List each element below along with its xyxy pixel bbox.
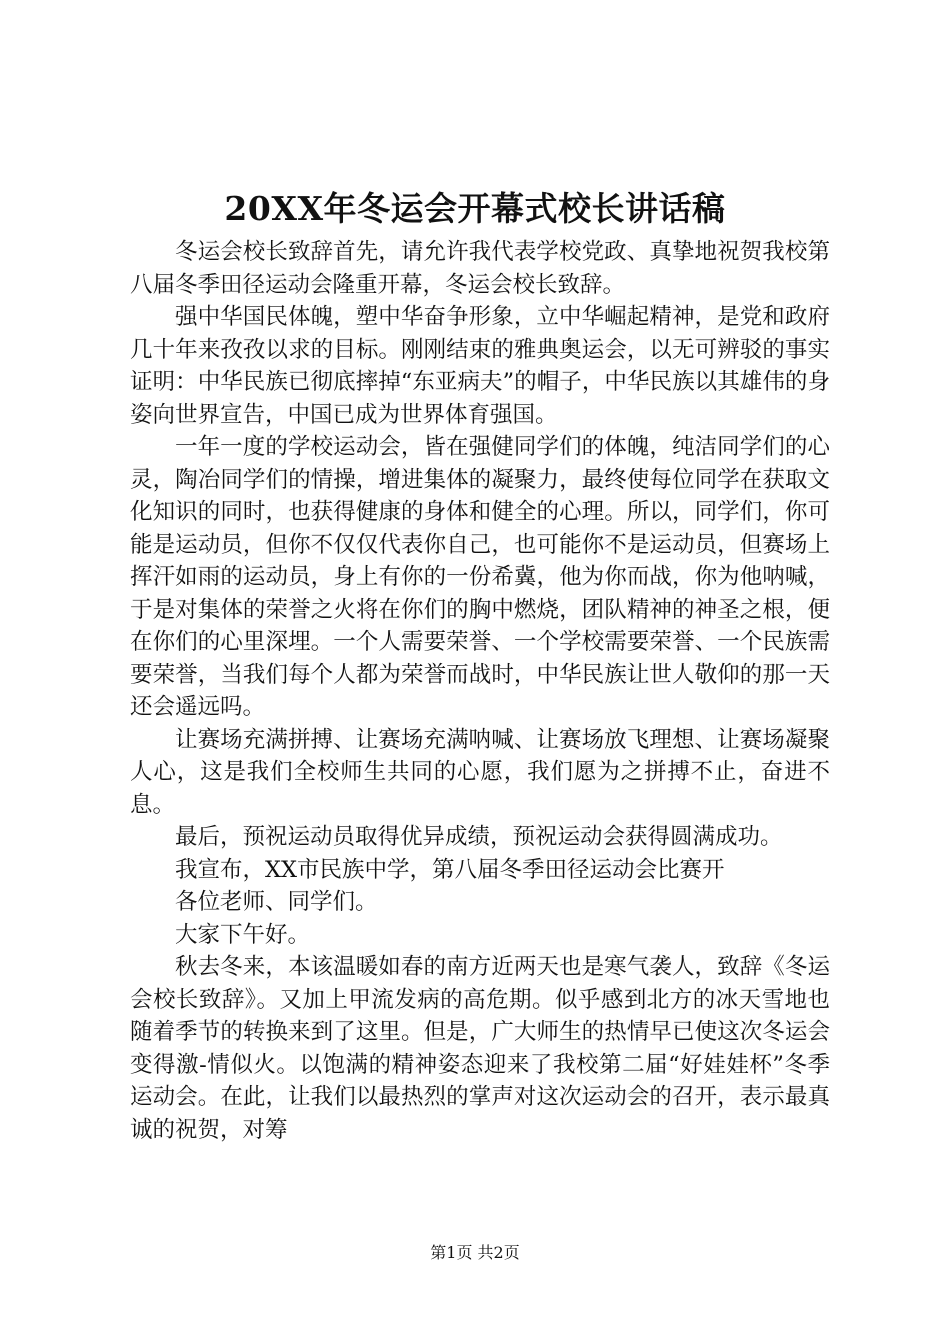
- paragraph: 我宣布，XX市民族中学，第八届冬季田径运动会比赛开: [175, 856, 725, 883]
- page-number: 第1页 共2页: [430, 1243, 520, 1262]
- paragraph: 各位老师、同学们。: [175, 889, 378, 915]
- document-title: 20XX年冬运会开幕式校长讲话稿: [224, 189, 726, 228]
- paragraph: 冬运会校长致辞首先，请允许我代表学校党政、真挚地祝贺我校第八届冬季田径运动会隆重开幕，冬运会校长致辞。: [130, 239, 830, 298]
- paragraph: 大家下午好。: [175, 921, 311, 948]
- paragraph: 一年一度的学校运动会，皆在强健同学们的体魄，纯洁同学们的心灵，陶冶同学们的情操，增进集体的凝聚力，最终使每位同学在获取文化知识的同时，也获得健康的身体和健全的心理。所以，同学们，你可能是运动员，但你不仅仅代表你自己，也可能你不是运动员，但赛场上挥汗如雨的运动员，身上有你的一份希冀，他为你而战，你为他呐喊，于是对集体的荣誉之火将在你们的胸中燃烧，团队精神的神圣之根，便在你们的心里深埋。一个人需要荣誉、一个学校需要荣誉、一个民族需要荣誉，当我们每个人都为荣誉而战时，中华民族让世人敬仰的那一天还会遥远吗。: [130, 434, 830, 720]
- paragraph: 强中华国民体魄，塑中华奋争形象，立中华崛起精神，是党和政府几十年来孜孜以求的目标。刚刚结束的雅典奥运会，以无可辨驳的事实证明：中华民族已彻底摔掉“东亚病夫”的帽子，中华民族以其雄伟的身姿向世界宣告，中国已成为世界体育强国。: [130, 304, 830, 428]
- paragraph: 最后，预祝运动员取得优异成绩，预祝运动会获得圆满成功。: [175, 824, 783, 850]
- document-body: [130, 236, 830, 1146]
- paragraph: 让赛场充满拼搏、让赛场充满呐喊、让赛场放飞理想、让赛场凝聚人心，这是我们全校师生共同的心愿，我们愿为之拼搏不止，奋进不息。: [130, 726, 830, 818]
- paragraph: 秋去冬来，本该温暖如春的南方近两天也是寒气袭人，致辞《冬运会校长致辞》。又加上甲流发病的高危期。似乎感到北方的冰天雪地也随着季节的转换来到了这里。但是，广大师生的热情早已使这次冬运会变得激-情似火。以饱满的精神姿态迎来了我校第二届“好娃娃杯”冬季运动会。在此，让我们以最热烈的掌声对这次运动会的召开，表示最真诚的祝贺，对筹: [130, 954, 830, 1143]
